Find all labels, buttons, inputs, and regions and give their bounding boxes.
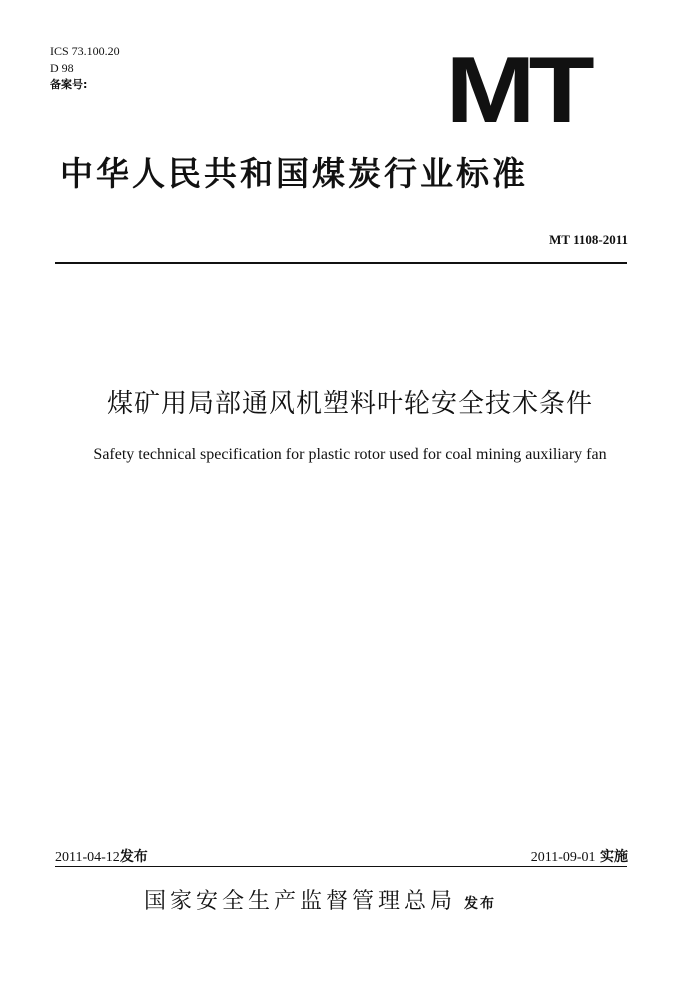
mt-logo: MT xyxy=(445,37,588,142)
publisher-label: 发布 xyxy=(464,896,497,912)
organization-title: 中华人民共和国煤炭行业标准 xyxy=(60,154,528,193)
implement-date-block xyxy=(531,846,628,866)
publisher-block xyxy=(144,884,496,915)
issue-date: 2011-04-12 xyxy=(55,850,120,865)
standard-number: MT 1108-2011 xyxy=(549,232,628,247)
implement-label: 实施 xyxy=(600,849,628,865)
document-title-zh: 煤矿用局部通风机塑料叶轮安全技术条件 xyxy=(106,389,593,419)
classification-code: D 98 xyxy=(50,61,74,75)
issue-label: 发布 xyxy=(119,849,148,865)
record-number-label: 备案号: xyxy=(50,78,88,91)
ics-code: ICS 73.100.20 xyxy=(50,44,120,58)
implement-date: 2011-09-01 xyxy=(530,850,596,865)
bottom-divider xyxy=(55,866,627,867)
document-title-en: Safety technical specification for plastic rotor used for coal mining auxiliary fan xyxy=(93,446,607,463)
issue-date-block xyxy=(55,846,148,866)
top-divider xyxy=(55,262,627,264)
publisher-name: 国家安全生产监督管理总局 xyxy=(144,889,457,914)
